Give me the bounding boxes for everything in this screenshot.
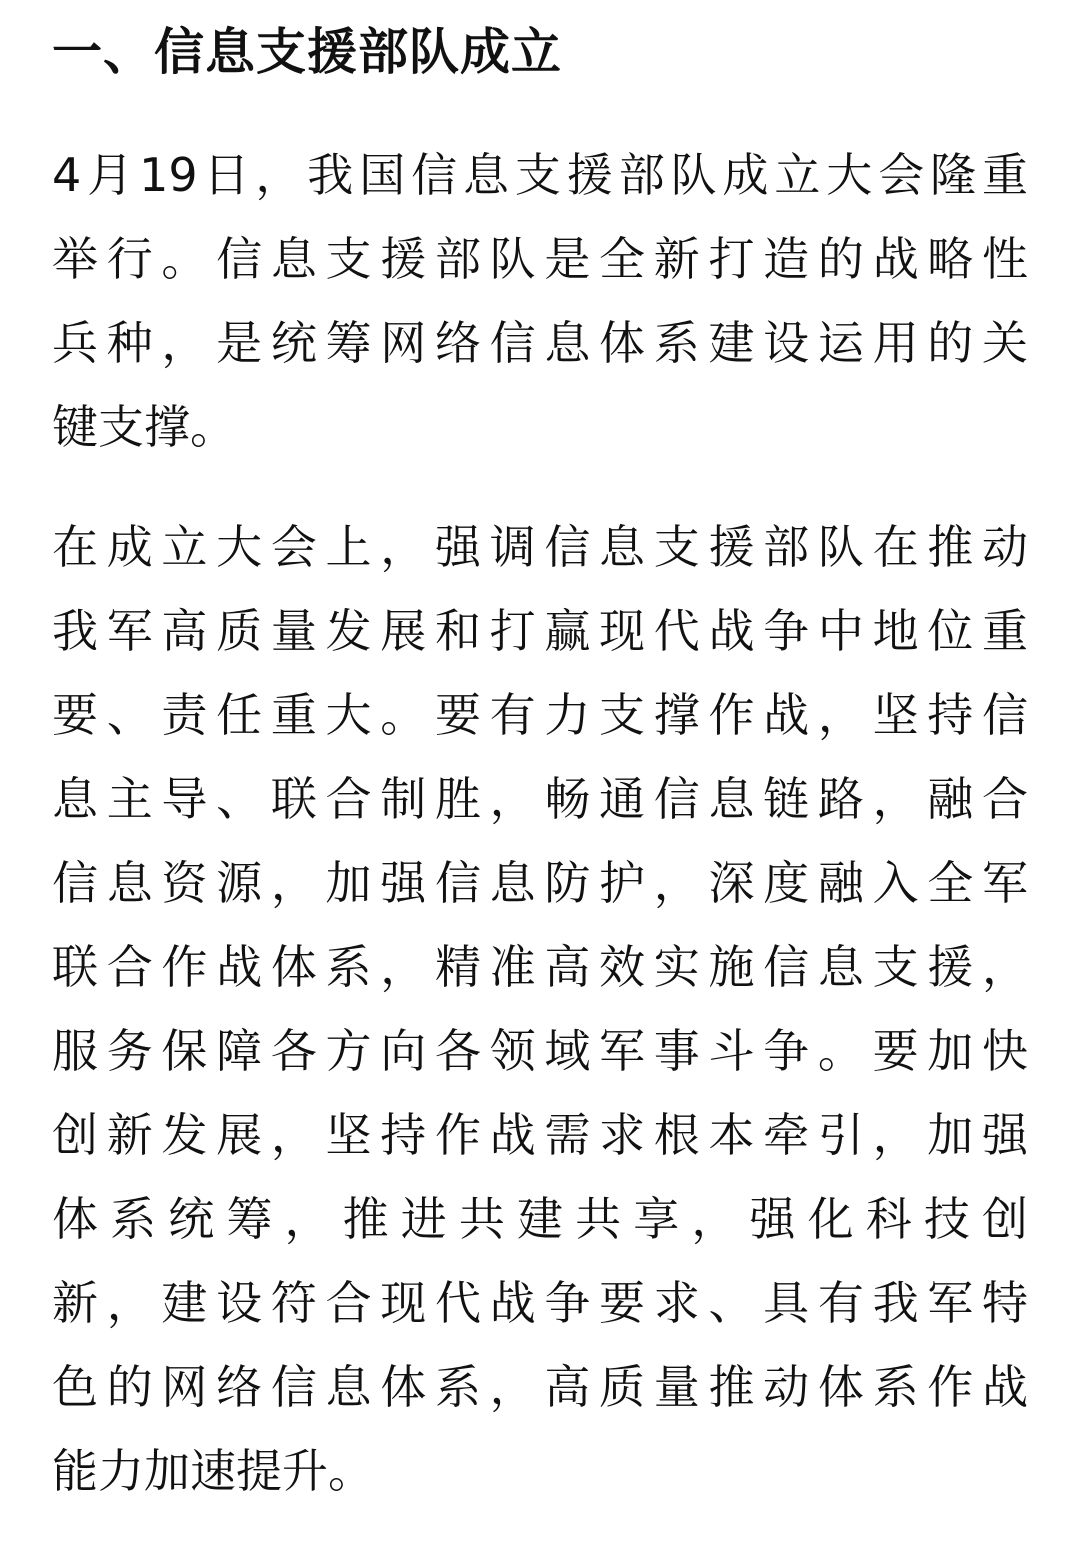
paragraph-line: 兵种，是统筹网络信息体系建设运用的关 bbox=[52, 316, 1028, 370]
paragraph-line: 新，建设符合现代战争要求、具有我军特 bbox=[52, 1276, 1028, 1330]
paragraph-line: 举行。信息支援部队是全新打造的战略性 bbox=[52, 232, 1028, 286]
paragraph-line: 息主导、联合制胜，畅通信息链路，融合 bbox=[52, 772, 1028, 826]
paragraph-line: 体系统筹，推进共建共享，强化科技创 bbox=[52, 1192, 1028, 1246]
paragraph-line: 在成立大会上，强调信息支援部队在推动 bbox=[52, 520, 1028, 574]
paragraph-1 bbox=[52, 133, 1028, 469]
paragraph-line: 信息资源，加强信息防护，深度融入全军 bbox=[52, 856, 1028, 910]
paragraph-line: 能力加速提升。 bbox=[52, 1444, 374, 1498]
paragraph-2 bbox=[52, 505, 1028, 1513]
paragraph-line: 要、责任重大。要有力支撑作战，坚持信 bbox=[52, 688, 1028, 742]
paragraph-line: 创新发展，坚持作战需求根本牵引，加强 bbox=[52, 1108, 1028, 1162]
section-heading: 一、信息支援部队成立 bbox=[52, 23, 562, 81]
paragraph-line: 键支撑。 bbox=[52, 400, 236, 454]
paragraph-line: 我军高质量发展和打赢现代战争中地位重 bbox=[52, 604, 1028, 658]
paragraph-line: 服务保障各方向各领域军事斗争。要加快 bbox=[52, 1024, 1028, 1078]
paragraph-line: 色的网络信息体系，高质量推动体系作战 bbox=[52, 1360, 1028, 1414]
paragraph-line: 联合作战体系，精准高效实施信息支援， bbox=[52, 940, 1028, 994]
paragraph-line: 4月19日，我国信息支援部队成立大会隆重 bbox=[52, 148, 1028, 202]
